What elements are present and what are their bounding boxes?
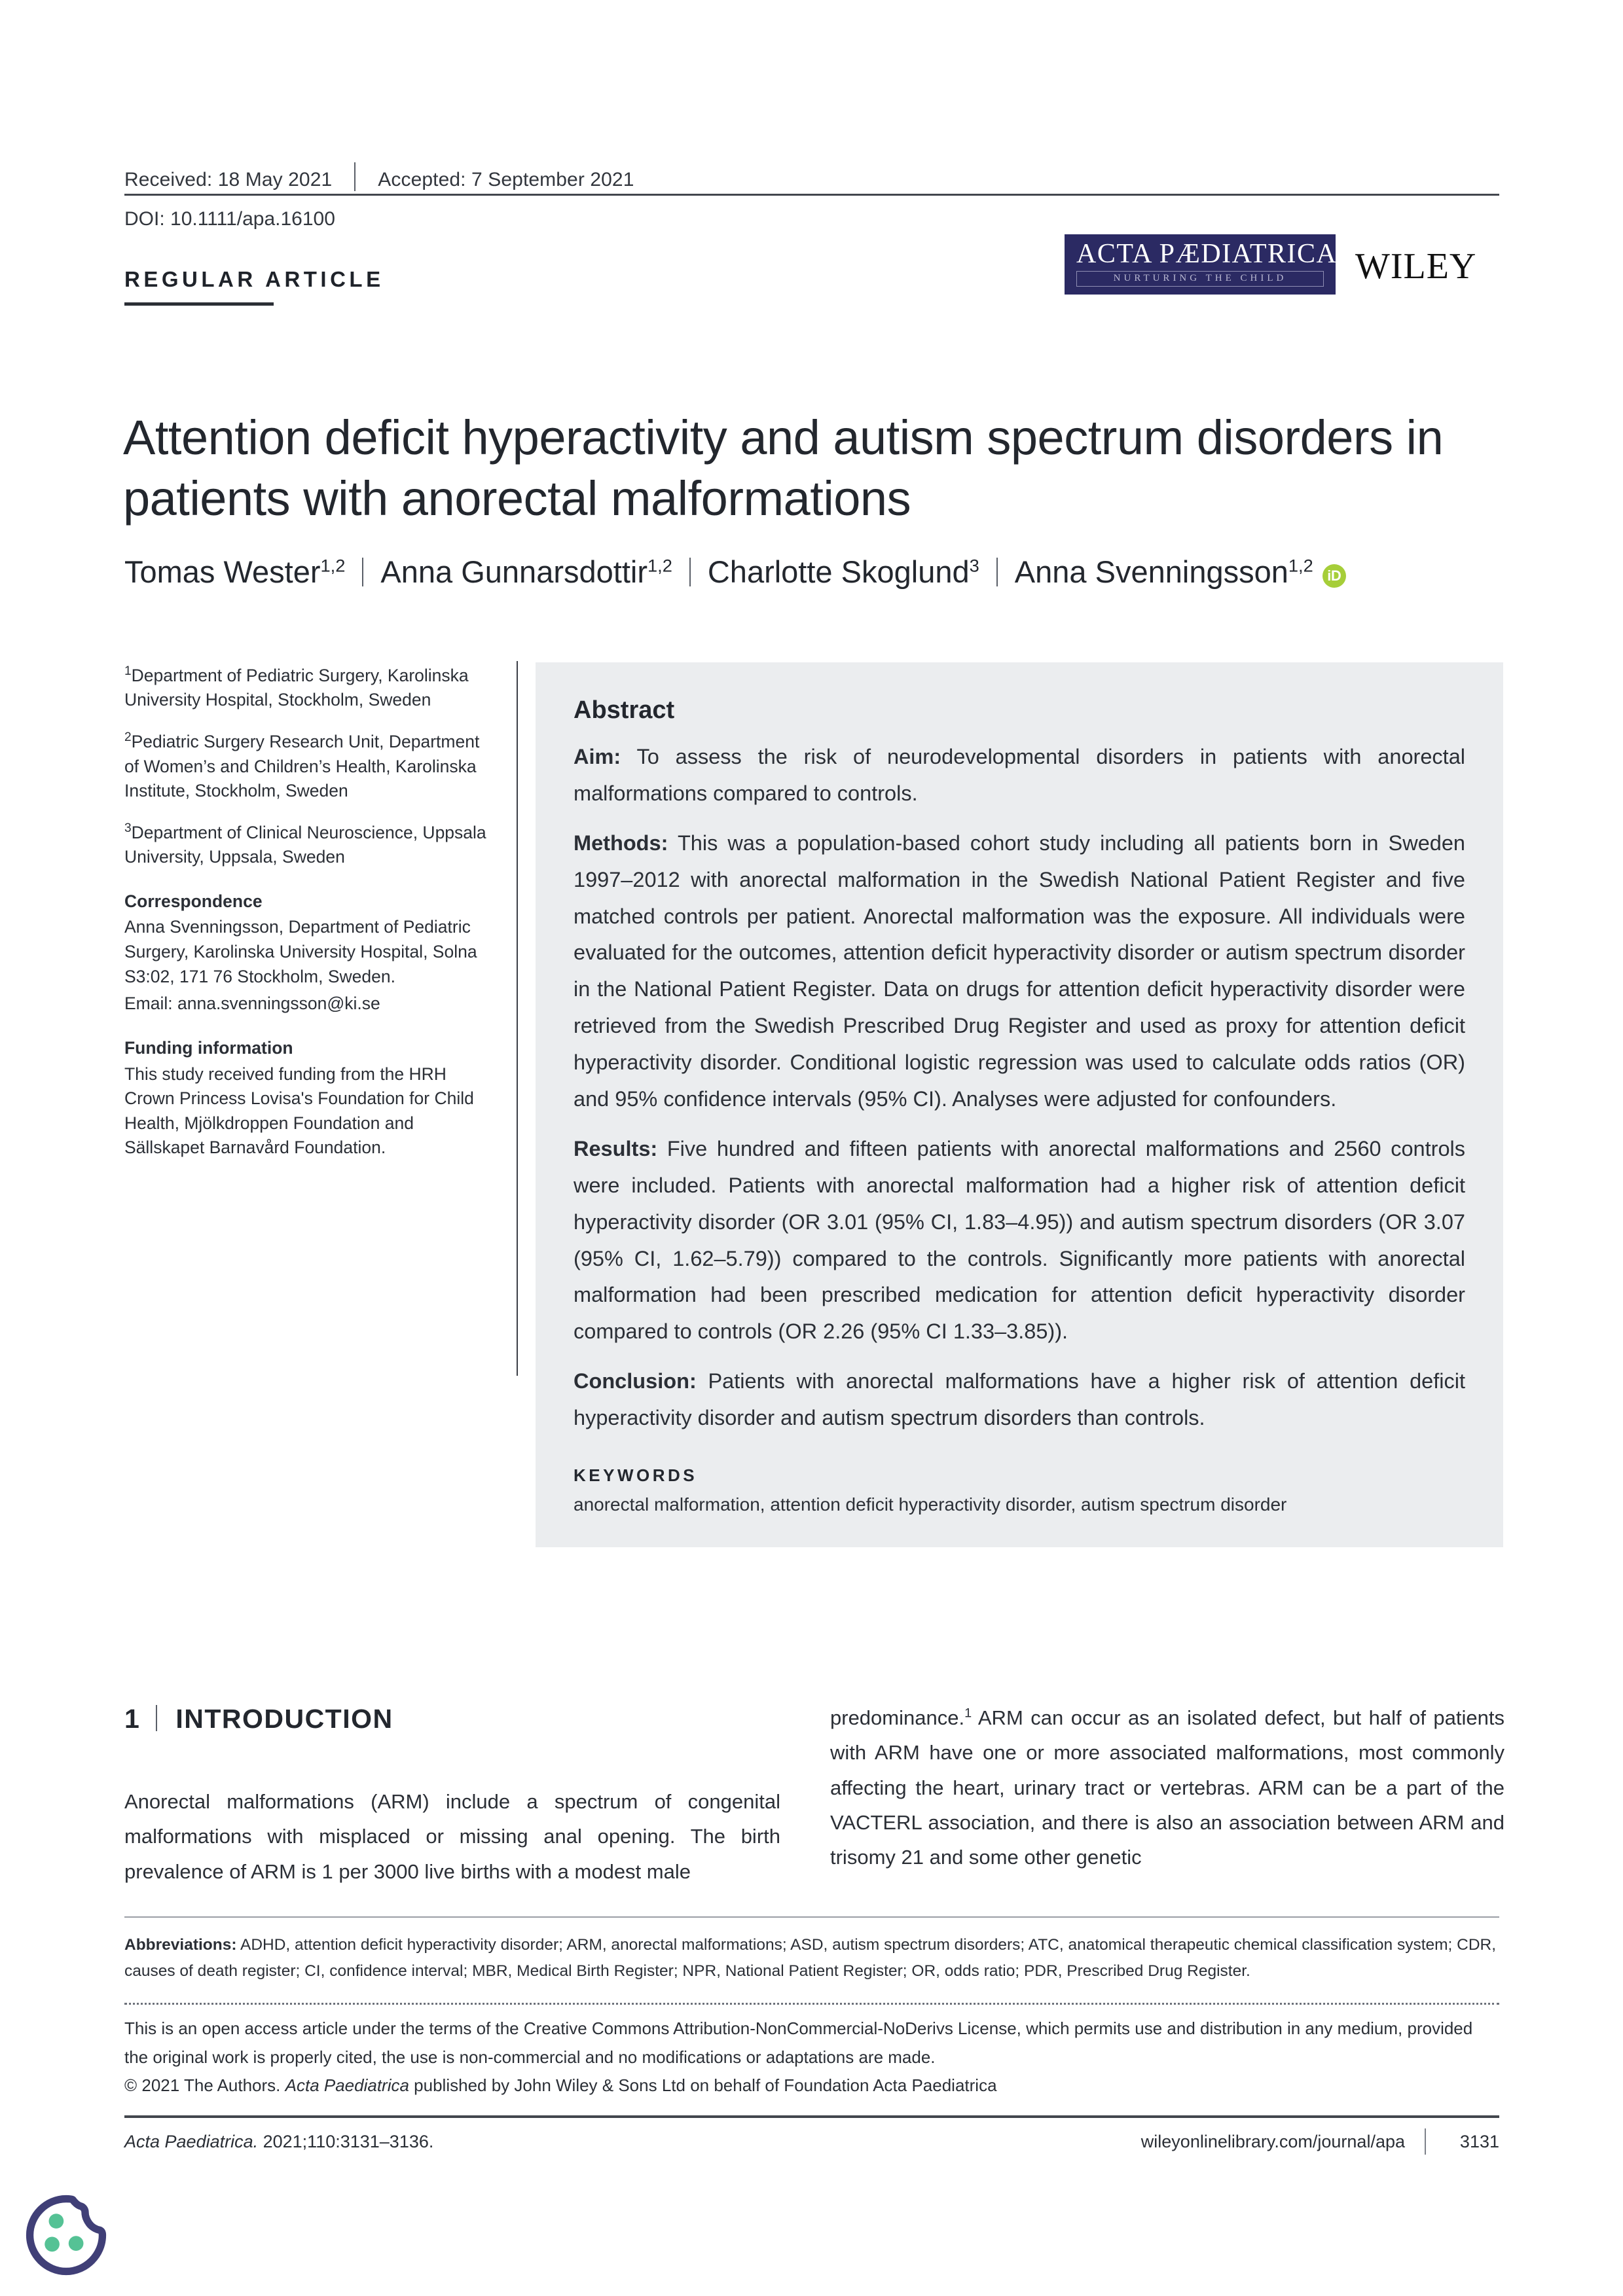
correspondence-heading: Correspondence: [124, 891, 263, 911]
affiliation-text: Pediatric Surgery Research Unit, Department of Women’s and Children’s Health, Karolinska Institute, Stockholm, Sweden: [124, 731, 480, 801]
footer-citation-detail: 2021;110:3131–3136.: [258, 2131, 434, 2151]
journal-logo: [1065, 234, 1476, 295]
keywords-heading: KEYWORDS: [574, 1465, 698, 1486]
journal-name: ACTA PÆDIATRICA: [1076, 239, 1338, 269]
section-title: INTRODUCTION: [175, 1704, 393, 1734]
page-title: Attention deficit hyperactivity and autism spectrum disorders in patients with anorectal malformations: [123, 410, 1444, 526]
abbreviations-label: Abbreviations:: [124, 1936, 237, 1954]
affiliations-sidebar: [124, 662, 496, 1163]
affiliation-3: [124, 819, 496, 870]
section-heading-introduction: [124, 1702, 393, 1734]
header-rule: [124, 194, 1499, 196]
abstract-results-label: Results:: [574, 1136, 658, 1160]
affiliation-marker: 1: [124, 664, 132, 678]
section-separator: [156, 1705, 157, 1731]
cookie-chip-2: [45, 2237, 60, 2252]
dotted-divider: [124, 2003, 1499, 2005]
license-note: [124, 2015, 1499, 2100]
footer-separator: [1425, 2128, 1426, 2155]
received-date: Received: 18 May 2021: [124, 169, 333, 190]
abstract-aim-text: To assess the risk of neurodevelopmental disorders in patients with anorectal malformations compared to controls.: [574, 745, 1465, 805]
affiliation-1: [124, 662, 496, 713]
affiliation-marker: 3: [124, 821, 132, 835]
article-type-label: REGULAR ARTICLE: [124, 267, 384, 291]
affiliation-text: Department of Clinical Neuroscience, Uppsala University, Uppsala, Sweden: [124, 822, 486, 867]
author-list: [124, 554, 1506, 590]
abstract-results: [574, 1131, 1465, 1350]
abstract-aim: [574, 739, 1465, 812]
orcid-icon[interactable]: iD: [1322, 564, 1346, 588]
body-column-left: Anorectal malformations (ARM) include a spectrum of congenital malformations with misplaced or missing anal opening. The birth prevalence of ARM is 1 per 3000 live births with a modest male: [124, 1790, 780, 1883]
copyright-line: [124, 2072, 1499, 2100]
abstract-methods-text: This was a population-based cohort study including all patients born in Sweden 1997–2012 with anorectal malformation in the Swedish National Patient Register and five matched controls per patient. Anorectal malformation was the exposure. All individuals were evaluated for the outcomes, attention deficit hyperactivity disorder or autism spectrum disorder in the National Patient Register. Data on drugs for attention deficit hyperactivity disorder were retrieved from the Swedish Prescribed Drug Register and used as proxy for attention deficit hyperactivity disorder. Conditional logistic regression was used to calculate odds ratios (OR) and 95% confidence intervals (95% CI). Analyses were adjusted for confounders.: [574, 831, 1465, 1111]
abstract-conclusion-text: Patients with anorectal malformations have a higher risk of attention deficit hyperactivity disorder and autism spectrum disorders than controls.: [574, 1369, 1465, 1430]
author-1[interactable]: Tomas Wester$^{1,2}$: [124, 554, 346, 589]
license-text: This is an open access article under the terms of the Creative Commons Attribution-NonCommercial-NoDerivs License, which permits use and distribution in any medium, provided the original work is properly cited, the use is non-commercial and no modifications or adaptations are made.: [124, 2018, 1473, 2067]
correspondence-address: Anna Svenningsson, Department of Pediatric Surgery, Karolinska University Hospital, Solna S3:02, 171 76 Stockholm, Sweden.: [124, 917, 477, 986]
abstract-panel: [536, 662, 1503, 1547]
abstract-conclusion-label: Conclusion:: [574, 1369, 697, 1393]
footer-citation: [124, 2132, 1141, 2152]
body-text-part: predominance.: [830, 1706, 965, 1729]
page-footer: [124, 2128, 1499, 2155]
copyright-suffix: published by John Wiley & Sons Ltd on behalf of Foundation Acta Paediatrica: [409, 2075, 997, 2096]
keywords-list: anorectal malformation, attention deficit hyperactivity disorder, autism spectrum disorder: [574, 1494, 1287, 1515]
cookie-outline: [30, 2199, 103, 2272]
doi-line[interactable]: DOI: 10.1111/apa.16100: [124, 208, 335, 230]
footer-journal-name: Acta Paediatrica.: [124, 2131, 259, 2151]
journal-tagline: NURTURING THE CHILD: [1113, 273, 1287, 284]
wiley-logo: WILEY: [1355, 246, 1477, 287]
article-type-underline: [124, 302, 274, 306]
body-column-right: [830, 1700, 1504, 1875]
copyright-journal: Acta Paediatrica: [285, 2075, 409, 2096]
journal-tagline-box: [1076, 271, 1324, 287]
affiliation-text: Department of Pediatric Surgery, Karolinska University Hospital, Stockholm, Sweden: [124, 665, 469, 710]
correspondence-email[interactable]: Email: anna.svenningsson@ki.se: [124, 994, 380, 1014]
abstract-aim-label: Aim:: [574, 745, 621, 768]
author-2[interactable]: Anna Gunnarsdottir$^{1,2}$: [380, 554, 672, 589]
abstract-methods: [574, 825, 1465, 1118]
footer-url[interactable]: wileyonlinelibrary.com/journal/apa: [1140, 2131, 1405, 2151]
acta-paediatrica-logo-box: [1065, 234, 1336, 295]
page-number: 3131: [1459, 2131, 1499, 2151]
author-3[interactable]: Charlotte Skoglund$^3$: [707, 554, 979, 589]
body-text-part: ARM can occur as an isolated defect, but half of patients with ARM have one or more associated malformations, most commonly affecting the heart, urinary tract or vertebras. ARM can be a part of the VACTERL association, and there is also an association between ARM and trisomy 21 and some other genetic: [830, 1706, 1504, 1869]
abstract-heading: Abstract: [574, 696, 675, 724]
footer-rule: [124, 2115, 1499, 2118]
cookie-consent-icon[interactable]: [25, 2194, 107, 2276]
author-4[interactable]: Anna Svenningsson$^{1,2}$iD: [1015, 554, 1346, 590]
date-separator: [354, 162, 356, 191]
author-separator: [996, 558, 998, 586]
publication-dates: [124, 157, 1499, 191]
abstract-conclusion: [574, 1363, 1465, 1437]
citation-marker[interactable]: 1: [964, 1706, 972, 1721]
section-number: 1: [124, 1704, 141, 1734]
abstract-results-text: Five hundred and fifteen patients with anorectal malformations and 2560 controls were included. Patients with anorectal malformation had a higher risk of attention deficit hyperactivity disorder (OR 3.01 (95% CI, 1.83–4.95)) and autism spectrum disorders (OR 3.07 (95% CI, 1.62–5.79)) compared to the controls. Significantly more patients with anorectal malformation had been prescribed medication for attention deficit hyperactivity disorder compared to controls (OR 2.26 (95% CI 1.33–3.85)).: [574, 1136, 1465, 1344]
affiliation-2: [124, 728, 496, 804]
abstract-methods-label: Methods:: [574, 831, 668, 855]
abbreviations-note: [124, 1932, 1499, 1984]
cookie-chip-3: [69, 2236, 84, 2251]
copyright-prefix: © 2021 The Authors.: [124, 2075, 285, 2096]
author-separator: [689, 558, 691, 586]
footnote-rule: [124, 1916, 1499, 1918]
abbreviations-text: ADHD, attention deficit hyperactivity disorder; ARM, anorectal malformations; ASD, autism spectrum disorders; ATC, anatomical therapeutic chemical classification system; CDR, causes of death register; CI, confidence interval; MBR, Medical Birth Register; NPR, National Patient Register; OR, odds ratio; PDR, Prescribed Drug Register.: [124, 1936, 1497, 1980]
affiliation-marker: 2: [124, 730, 132, 745]
accepted-date: Accepted: 7 September 2021: [378, 169, 634, 190]
author-separator: [362, 558, 363, 586]
sidebar-divider: [517, 661, 518, 1376]
cookie-chip-1: [49, 2214, 64, 2229]
funding-text: This study received funding from the HRH Crown Princess Lovisa's Foundation for Child Health, Mjölkdroppen Foundation and Sällskapet Barnavård Foundation.: [124, 1064, 474, 1158]
funding-heading: Funding information: [124, 1037, 293, 1058]
